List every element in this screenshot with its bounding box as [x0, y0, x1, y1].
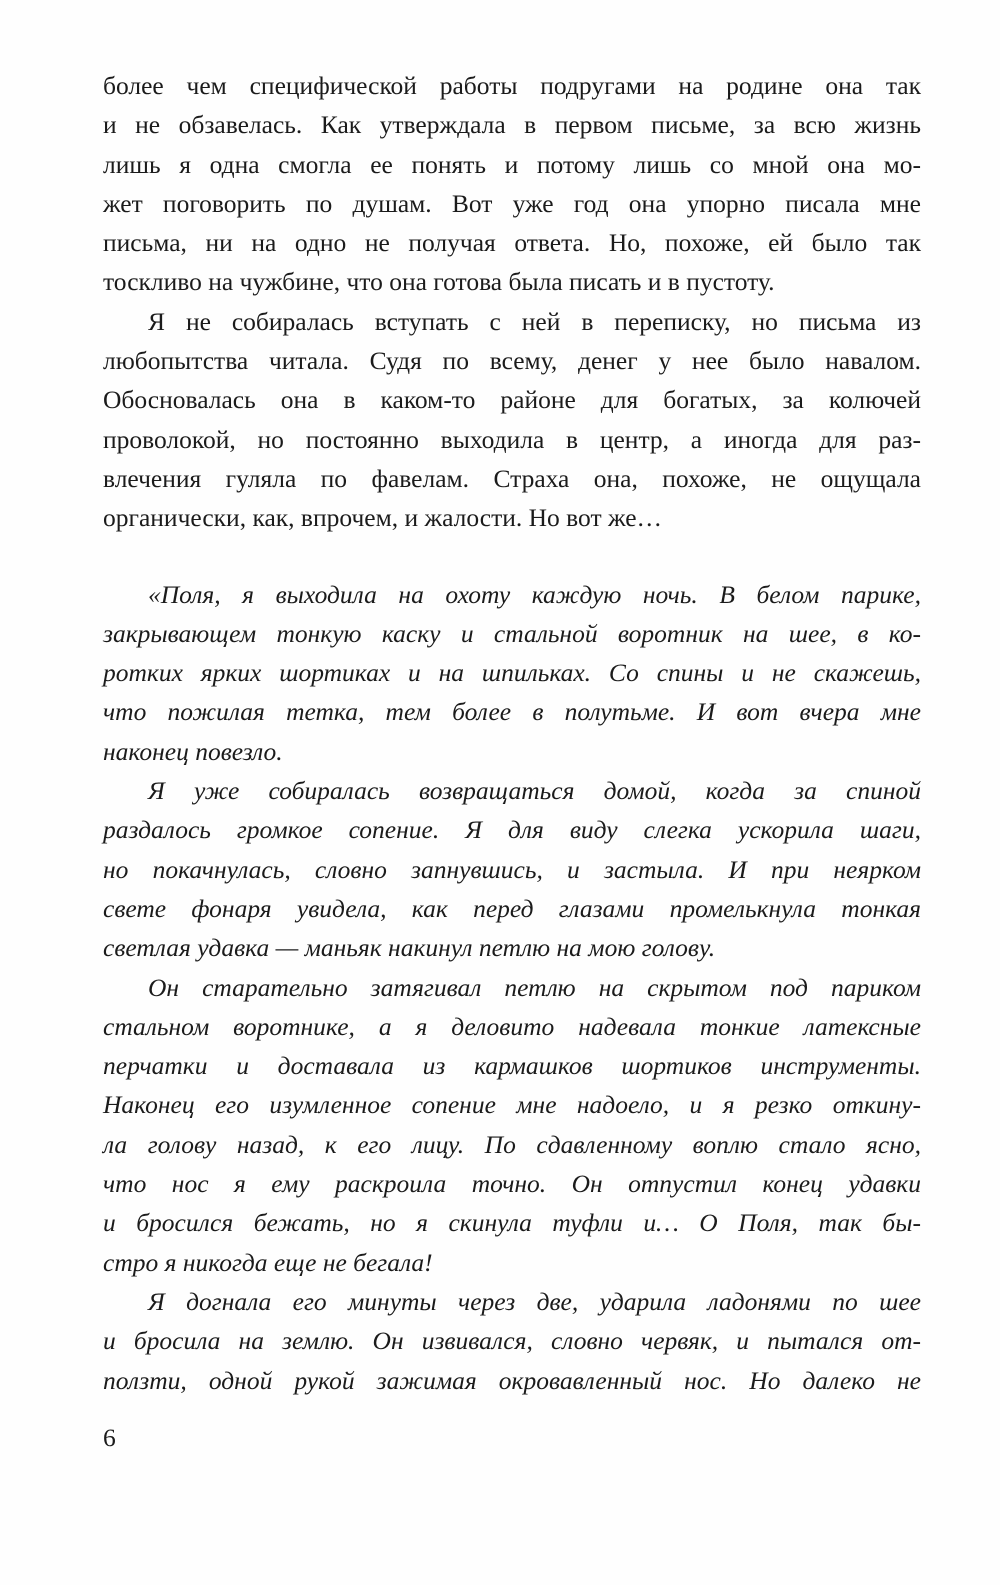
paragraph	[103, 968, 921, 1282]
text-line: и не обзавелась. Как утверждала в первом письме, за всю жизнь	[103, 110, 921, 140]
text-line: лишь я одна смогла ее понять и потому лишь со мной она мо-	[103, 149, 921, 179]
text-line: наконец повезло.	[103, 736, 283, 766]
text-line: и бросила на землю. Он извивался, словно червяк, и пытался от-	[103, 1326, 921, 1356]
text-line: любопытства читала. Судя по всему, денег у нее было навалом.	[103, 346, 921, 376]
text-line: но покачнулась, словно запнувшись, и застыла. И при неярком	[103, 854, 921, 884]
text-line: что пожилая тетка, тем более в полутьме. И вот вчера мне	[103, 697, 921, 727]
paragraph	[103, 1282, 921, 1400]
text-line: стро я никогда еще не бегала!	[103, 1247, 433, 1277]
text-line: ползти, одной рукой зажимая окровавленный нос. Но далеко не	[103, 1365, 921, 1395]
text-line: закрывающем тонкую каску и стальной воротник на шее, в ко-	[103, 618, 921, 648]
text-line: свете фонаря увидела, как перед глазами промелькнула тонкая	[103, 893, 921, 923]
text-line: проволокой, но постоянно выходила в центр, а иногда для раз-	[103, 424, 921, 454]
text-line: Я уже собиралась возвращаться домой, когда за спиной	[148, 776, 921, 806]
text-line: «Поля, я выходила на охоту каждую ночь. В белом парике,	[148, 579, 921, 609]
text-line: более чем специфической работы подругами на родине она так	[103, 71, 921, 100]
text-line: Обосновалась она в каком-то районе для богатых, за колючей	[103, 385, 921, 415]
page-text	[103, 66, 921, 1400]
paragraph	[103, 302, 921, 538]
text-line: Наконец его изумленное сопение мне надоело, и я резко откину-	[103, 1090, 921, 1120]
text-line: Я не собиралась вступать с ней в переписку, но письма из	[148, 306, 921, 336]
text-line: что нос я ему раскроила точно. Он отпустил конец удавки	[103, 1169, 921, 1199]
page-number: 6	[103, 1423, 116, 1452]
paragraph	[103, 771, 921, 967]
text-line: Я догнала его минуты через две, ударила ладонями по шее	[148, 1286, 921, 1316]
text-line: стальном воротнике, а я деловито надевала тонкие латексные	[103, 1011, 921, 1041]
text-line: ла голову назад, к его лицу. По сдавленному воплю стало ясно,	[103, 1129, 921, 1159]
text-line: ротких ярких шортиках и на шпильках. Со спины и не скажешь,	[103, 658, 921, 688]
paragraph	[103, 575, 921, 771]
text-line: и бросился бежать, но я скинула туфли и… О Поля, так бы-	[103, 1208, 921, 1238]
text-line: светлая удавка — маньяк накинул петлю на мою голову.	[103, 933, 716, 963]
text-line: перчатки и доставала из кармашков шортиков инструменты.	[103, 1051, 921, 1081]
text-line: раздалось громкое сопение. Я для виду слегка ускорила шаги,	[103, 815, 921, 845]
text-line: тоскливо на чужбине, что она готова была писать и в пустоту.	[103, 267, 775, 297]
paragraph	[103, 66, 921, 302]
text-line: письма, ни на одно не получая ответа. Но, похоже, ей было так	[103, 228, 921, 258]
text-line: Он старательно затягивал петлю на скрытом под париком	[148, 972, 921, 1002]
text-line: влечения гуляла по фавелам. Страха она, похоже, не ощущала	[103, 463, 921, 493]
text-line: органически, как, впрочем, и жалости. Но вот же…	[103, 503, 663, 533]
text-line: жет поговорить по душам. Вот уже год она упорно писала мне	[103, 188, 921, 218]
